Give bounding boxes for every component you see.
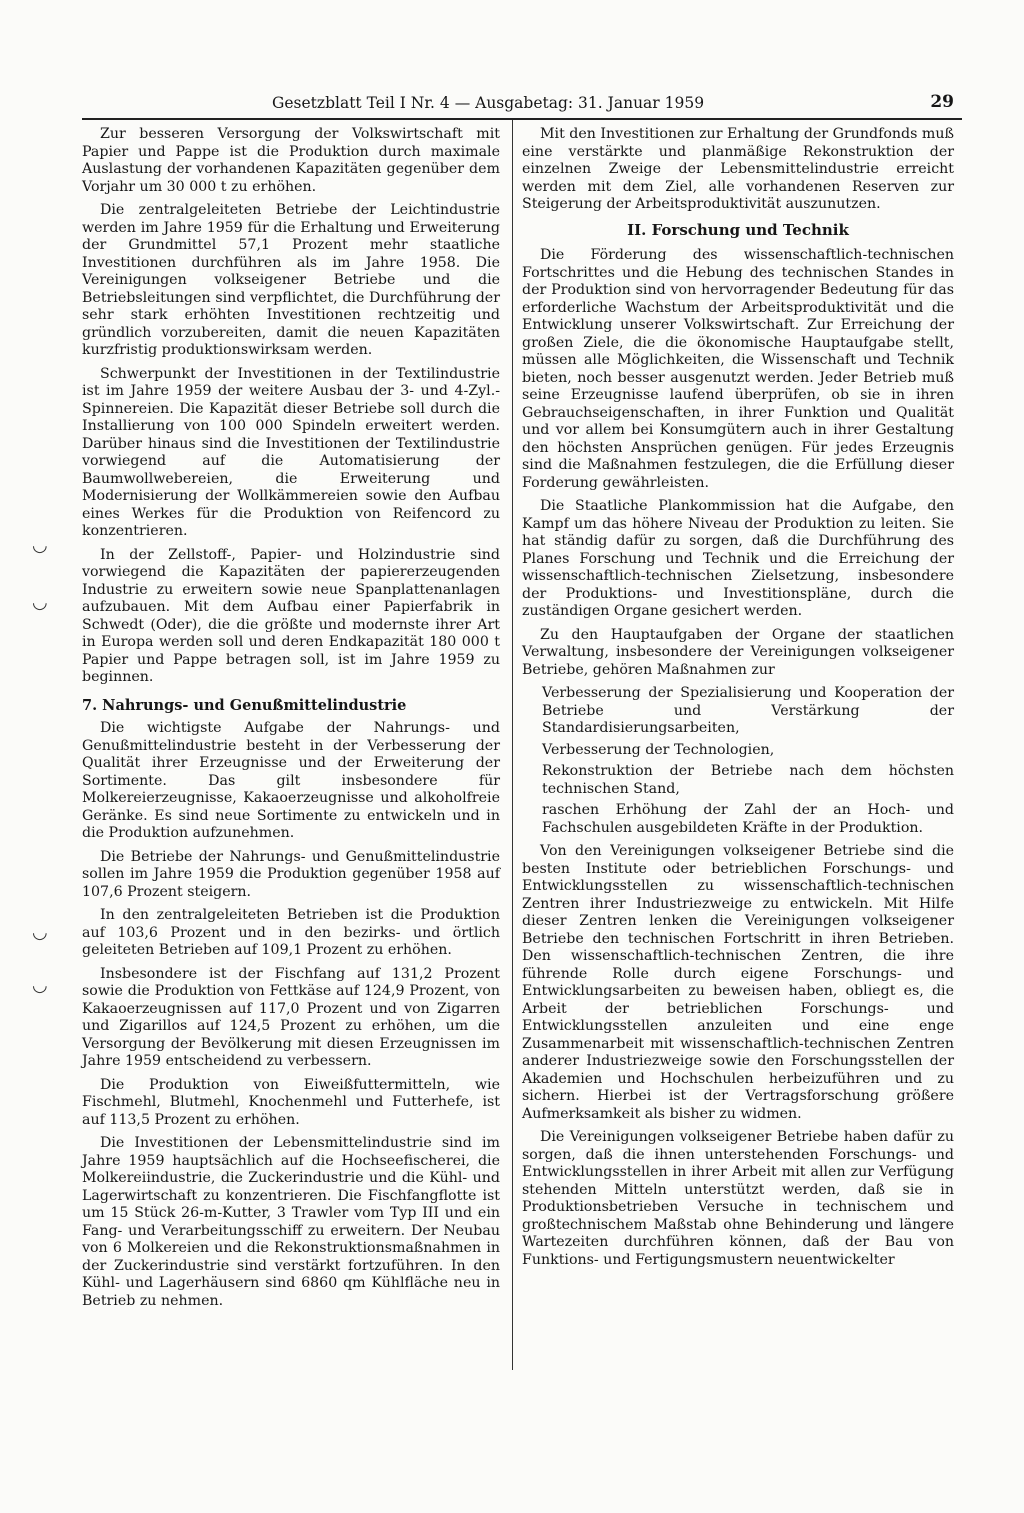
column-divider bbox=[512, 120, 513, 1370]
paragraph: Zur besseren Versorgung der Volkswirtschaft mit Papier und Pappe ist die Produktion durch maximale Auslastung der vorhandenen Kapazitäten gegenüber dem Vorjahr um 30 000 t zu erhöhen. bbox=[82, 126, 500, 195]
list-item: Verbesserung der Technologien, bbox=[542, 741, 775, 758]
paragraph: Die wichtigste Aufgabe der Nahrungs- und Genußmittelindustrie besteht in der Verbesserung der Qualität ihrer Erzeugnisse und der Erweiterung der Sortimente. Das gilt insbesondere für Molkereierzeugnisse, Kakaoerzeugnisse und alkoholfreie Geränke. Es sind neue Sortimente zu entwickeln und in die Produktion aufzunehmen. bbox=[82, 720, 500, 841]
right-column bbox=[522, 126, 954, 1275]
margin-mark: ◡ bbox=[32, 975, 48, 996]
paragraph: Mit den Investitionen zur Erhaltung der Grundfonds muß eine verstärkte und planmäßige Rekonstruktion der einzelnen Zweige der Lebensmittelindustrie erreicht werden mit dem Ziel, alle vorhandenen Reserven zur Steigerung der Arbeitsproduktivität auszunutzen. bbox=[522, 126, 954, 212]
list-item: raschen Erhöhung der Zahl der an Hoch- und Fachschulen ausgebildeten Kräfte in der Produktion. bbox=[542, 802, 954, 836]
paragraph: Insbesondere ist der Fischfang auf 131,2 Prozent sowie die Produktion von Fettkäse auf 124,9 Prozent, von Kakaoerzeugnissen auf 117,0 Prozent und von Zigarren und Zigarillos auf 124,5 Prozent zu erhöhen, um die Versorgung der Bevölkerung mit diesen Erzeugnissen im Jahre 1959 entscheidend zu verbessern. bbox=[82, 965, 500, 1069]
page-header bbox=[82, 88, 962, 118]
section-heading: II. Forschung und Technik bbox=[627, 220, 849, 239]
paragraph: In der Zellstoff-, Papier- und Holzindustrie sind vorwiegend die Kapazitäten der papiererzeugenden Industrie zu erweitern sowie neue Spanplattenanlagen aufzubauen. Mit dem Aufbau einer Papierfabrik in Schwedt (Oder), die die größte und modernste ihrer Art in Europa werden soll und deren Endkapazität 180 000 t Papier und Pappe betragen soll, ist im Jahre 1959 zu beginnen. bbox=[82, 546, 500, 685]
section-heading: 7. Nahrungs- und Genußmittelindustrie bbox=[82, 696, 407, 714]
paragraph: Die Investitionen der Lebensmittelindustrie sind im Jahre 1959 hauptsächlich auf die Hochseefischerei, die Molkereiindustrie, die Zuckerindustrie und die Kühl- und Lagerwirtschaft zu konzentrieren. Die Fischfangflotte ist um 15 Stück 26-m-Kutter, 3 Trawler vom Typ III und ein Fang- und Verarbeitungsschiff zu erweitern. Der Neubau von 6 Molkereien und die Rekonstruktionsmaßnahmen in der Zuckerindustrie sind verstärkt fortzuführen. In den Kühl- und Lagerhäusern sind 6860 qm Kühlfläche neu in Betrieb zu nehmen. bbox=[82, 1135, 500, 1309]
paragraph: Zu den Hauptaufgaben der Organe der staatlichen Verwaltung, insbesondere der Vereinigungen volkseigener Betriebe, gehören Maßnahmen zur bbox=[522, 626, 954, 678]
paragraph: Schwerpunkt der Investitionen in der Textilindustrie ist im Jahre 1959 der weitere Ausbau der 3- und 4-Zyl.-Spinnereien. Die Kapazität dieser Betriebe soll durch die Installierung von 100 000 Spindeln erweitert werden. Darüber hinaus sind die Investitionen der Textilindustrie vorwiegend auf die Automatisierung der Baumwollwebereien, die Erweiterung und Modernisierung der Wollkämmereien sowie den Aufbau eines Werkes für die Produktion von Reifencord zu konzentrieren. bbox=[82, 365, 500, 539]
margin-mark: ◡ bbox=[32, 592, 48, 613]
margin-mark: ◡ bbox=[32, 535, 48, 556]
header-title: Gesetzblatt Teil I Nr. 4 — Ausgabetag: 31. Januar 1959 bbox=[272, 94, 705, 112]
paragraph: Die zentralgeleiteten Betriebe der Leichtindustrie werden im Jahre 1959 für die Erhaltung und Erweiterung der Grundmittel 57,1 Prozent mehr staatliche Investitionen durchführen als im Jahre 1958. Die Vereinigungen volkseigener Betriebe und die Betriebsleitungen sind verpflichtet, die Durchführung der sehr stark erhöhten Investitionen rechtzeitig und gründlich vorzubereiten, damit die neuen Kapazitäten kurzfristig produktionswirksam werden. bbox=[82, 202, 500, 358]
list-item: Rekonstruktion der Betriebe nach dem höchsten technischen Stand, bbox=[542, 763, 954, 797]
paragraph: In den zentralgeleiteten Betrieben ist die Produktion auf 103,6 Prozent und in den bezirks- und örtlich geleiteten Betrieben auf 109,1 Prozent zu erhöhen. bbox=[82, 907, 500, 958]
page-number: 29 bbox=[930, 92, 954, 112]
paragraph: Die Förderung des wissenschaftlich-technischen Fortschrittes und die Hebung des technischen Standes in der Produktion sind von hervorragender Bedeutung für das erforderliche Wachstum der Arbeitsproduktivität und die Entwicklung unserer Volkswirtschaft. Zur Erreichung der großen Ziele, die die ökonomische Hauptaufgabe stellt, müssen alle Möglichkeiten, die Wissenschaft und Technik bieten, noch besser ausgenutzt werden. Jeder Betrieb muß seine Erzeugnisse laufend überprüfen, ob sie in ihren Gebrauchseigenschaften, in ihrer Funktion und Qualität und vor allem bei Konsumgütern auch in ihrer Gestaltung den höchsten Ansprüchen genügen. Für jedes Erzeugnis sind die Maßnahmen festzulegen, die die Erfüllung dieser Forderung gewährleisten. bbox=[522, 247, 954, 491]
header-rule bbox=[82, 118, 962, 120]
paragraph: Die Betriebe der Nahrungs- und Genußmittelindustrie sollen im Jahre 1959 die Produktion gegenüber 1958 auf 107,6 Prozent steigern. bbox=[82, 848, 500, 900]
left-column bbox=[82, 126, 500, 1316]
paragraph: Die Vereinigungen volkseigener Betriebe haben dafür zu sorgen, daß die ihnen unterstehenden Forschungs- und Entwicklungsstellen in ihrer Arbeit mit allen zur Verfügung stehenden Mitteln unterstützt werden, daß sie in Produktionsbetrieben Versuche in technischem und großtechnischem Maßstab ohne Behinderung und längere Wartezeiten durchführen können, daß der Bau von Funktions- und Fertigungsmustern neuentwickelter bbox=[522, 1129, 954, 1268]
paragraph: Die Staatliche Plankommission hat die Aufgabe, den Kampf um das höhere Niveau der Produktion zu leiten. Sie hat ständig dafür zu sorgen, daß die Durchführung des Planes Forschung und Technik und die Erreichung der wissenschaftlich-technischen Zielsetzung, insbesondere der Produktions- und Investitionspläne, durch die zuständigen Organe gesichert werden. bbox=[522, 498, 954, 619]
measures-list bbox=[522, 685, 954, 837]
margin-mark: ◡ bbox=[32, 922, 48, 943]
paragraph: Von den Vereinigungen volkseigener Betriebe sind die besten Institute oder betrieblichen Forschungs- und Entwicklungsstellen zu wissenschaftlich-technischen Zentren ihrer Industriezweige zu entwickeln. Mit Hilfe dieser Zentren lenken die Vereinigungen volkseigener Betriebe den technischen Fortschritt in ihren Betrieben. Den wissenschaftlich-technischen Zentren, die ihre führende Rolle durch eigene Forschungs- und Entwicklungsarbeiten zu beweisen haben, obliegt es, die Arbeit der betrieblichen Forschungs- und Entwicklungsstellen anzuleiten und eine enge Zusammenarbeit mit wissenschaftlich-technischen Zentren anderer Industriezweige sowie den Forschungsstellen der Akademien und Hochschulen herbeizuführen und zu sichern. Hierbei ist der Vertragsforschung größere Aufmerksamkeit als bisher zu widmen. bbox=[522, 843, 954, 1122]
paragraph: Die Produktion von Eiweißfuttermitteln, wie Fischmehl, Blutmehl, Knochenmehl und Futterhefe, ist auf 113,5 Prozent zu erhöhen. bbox=[82, 1076, 500, 1128]
list-item: Verbesserung der Spezialisierung und Kooperation der Betriebe und Verstärkung der Standardisierungsarbeiten, bbox=[542, 685, 954, 736]
